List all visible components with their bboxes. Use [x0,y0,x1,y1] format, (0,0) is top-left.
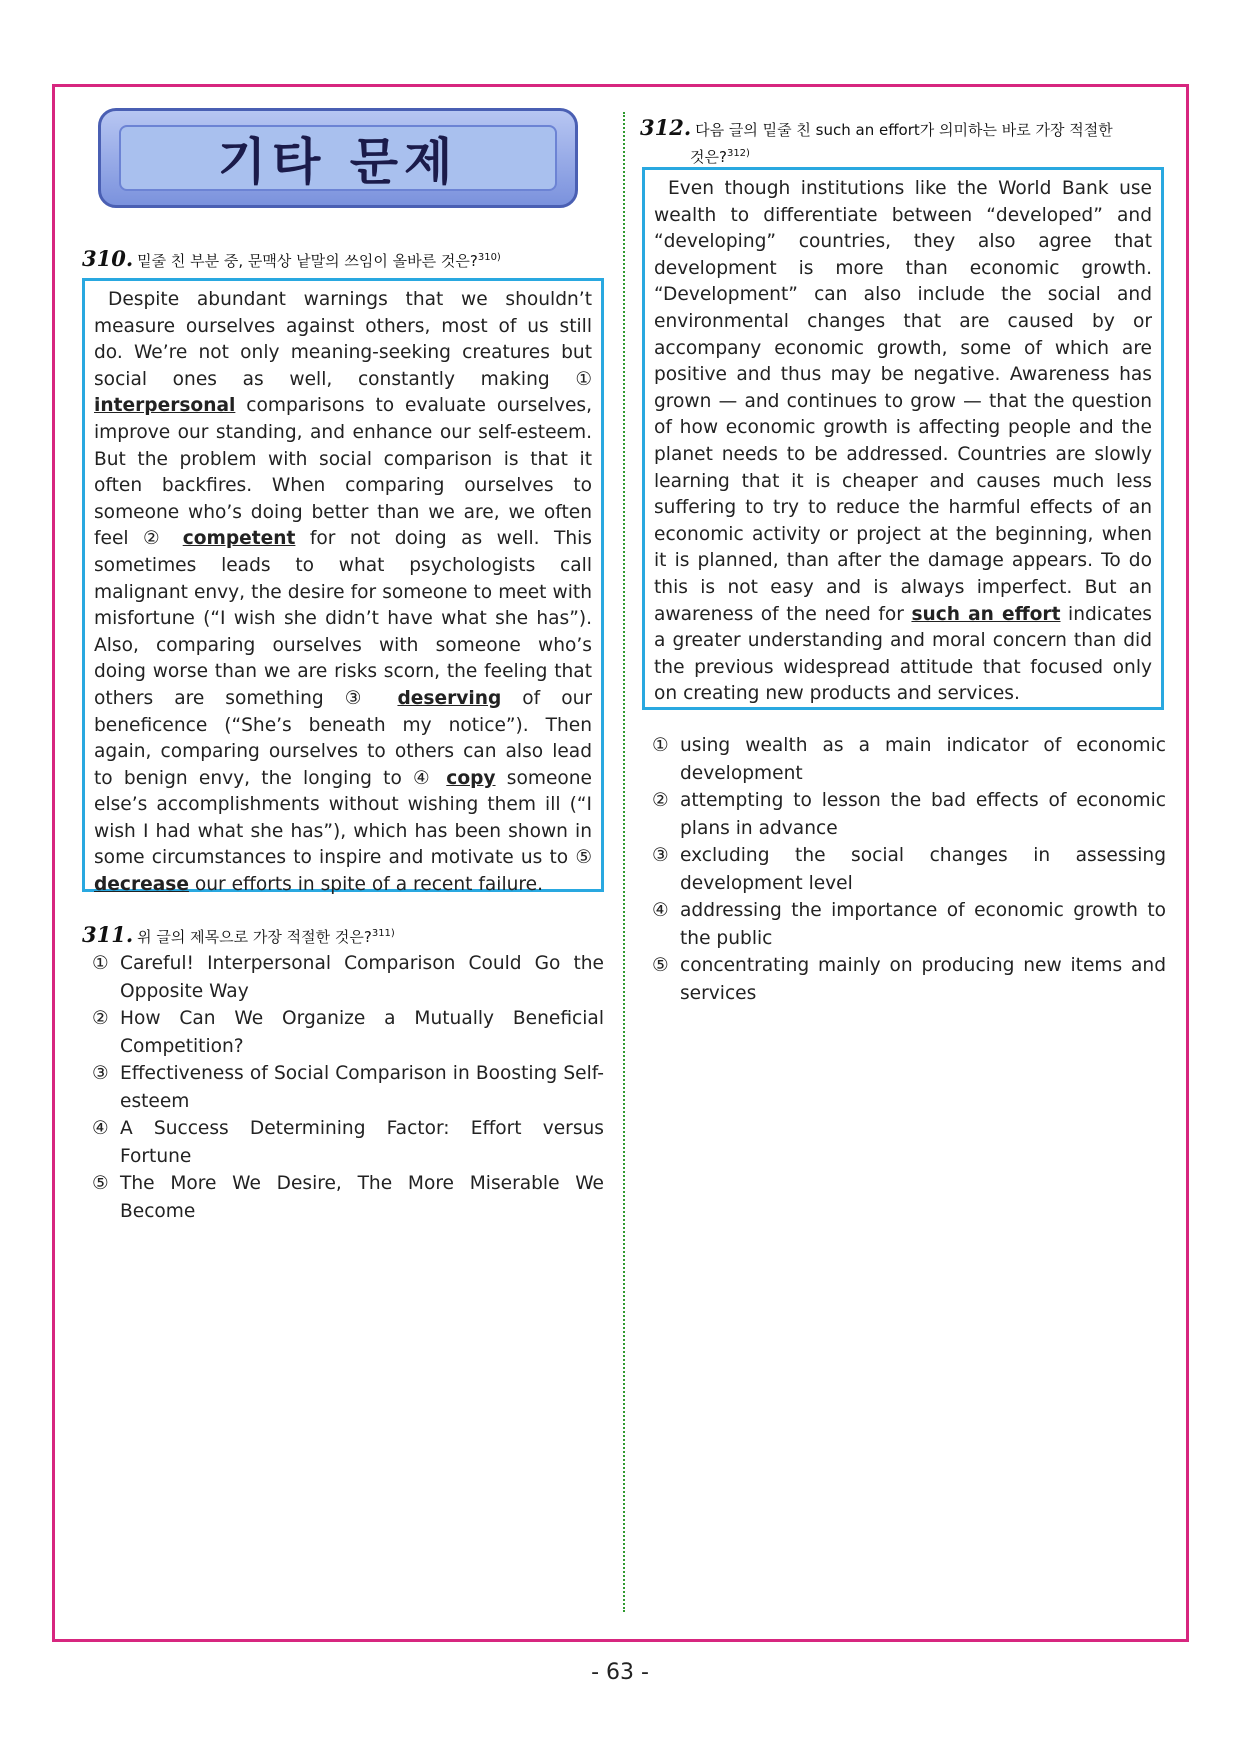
choice-text: addressing the importance of economic growth to the public [680,900,1166,949]
choice-text: using wealth as a main indicator of economic development [680,735,1166,784]
passage-312-segment: indicates a greater understanding and moral concern than did the previous widespread attitude that focused only on creating new products and services. [654,603,1152,705]
passage-310-segment: Despite abundant warnings that we shouldn’t measure ourselves against others, most of us still do. We’re not only meaning-seeking creatures but social ones as well, constantly making ① [94,289,592,390]
passage-310-text [94,287,592,899]
choice-text: The More We Desire, The More Miserable We Become [120,1173,604,1222]
choice-312-1[interactable] [652,732,1166,787]
choice-311-5[interactable] [92,1170,604,1225]
column-divider [623,112,625,1612]
page-number: - 63 - [591,1660,649,1685]
choice-text: How Can We Organize a Mutually Beneficial Competition? [120,1008,604,1057]
question-312-note: 312) [726,148,750,159]
underlined-word-1: interpersonal [94,395,236,417]
choice-mark: ③ [652,845,669,866]
question-312-header [640,116,1113,169]
choice-mark: ① [92,953,109,974]
choice-312-5[interactable] [652,952,1166,1007]
question-312-number: 312. [640,115,692,140]
choice-mark: ③ [92,1063,109,1084]
choice-mark: ⑤ [92,1173,109,1194]
passage-310-segment: of our beneficence (“She’s beneath my notice”). Then again, comparing ourselves to others can also lead to benign envy, the longing to ④ [94,687,592,789]
underlined-phrase: such an effort [911,603,1061,625]
choice-312-3[interactable] [652,842,1166,897]
underlined-word-3: deserving [397,687,502,709]
question-311-number: 311. [82,922,134,947]
question-311-note: 311) [371,928,395,939]
choice-text: Careful! Interpersonal Comparison Could Go the Opposite Way [120,953,604,1002]
passage-312-segment: Even though institutions like the World Bank use wealth to differentiate between “developed” and “developing” countries, they also agree that development is more than economic growth. “Development” can also include the social and environmental changes that are caused by or accompany economic growth, some of which are positive and thus may be negative. Awareness has grown — and continues to grow — that the question of how economic growth is affecting people and the planet needs to be addressed. Countries are slowly learning that it is cheaper and causes much less suffering to try to reduce the harmful effects of an economic activity or project at the beginning, when it is planned, than after the damage appears. To do this is not easy and is always imperfect. But an awareness of the need for [654,178,1152,625]
question-311-prompt: 위 글의 제목으로 가장 적절한 것은? [137,928,372,946]
choice-312-2[interactable] [652,787,1166,842]
section-title-box [98,108,578,208]
passage-312-text [654,176,1152,708]
question-310-prompt: 밑줄 친 부분 중, 문맥상 낱말의 쓰임이 올바른 것은? [137,252,478,270]
choice-311-3[interactable] [92,1060,604,1115]
passage-310-segment: our efforts in spite of a recent failure. [188,874,543,896]
question-312-passage [642,167,1164,710]
choice-311-2[interactable] [92,1005,604,1060]
choice-text: excluding the social changes in assessing development level [680,845,1166,894]
choice-311-1[interactable] [92,950,604,1005]
question-310-passage [82,278,604,896]
choice-mark: ⑤ [652,955,669,976]
choice-mark: ② [652,790,669,811]
question-310-number: 310. [82,246,134,271]
question-310-note: 310) [477,252,501,263]
choice-mark: ④ [92,1118,109,1139]
section-title-inner [119,125,557,191]
choice-text: Effectiveness of Social Comparison in Boosting Self-esteem [120,1063,604,1112]
choice-mark: ④ [652,900,669,921]
choice-text: attempting to lesson the bad effects of economic plans in advance [680,790,1166,839]
passage-310-segment: someone else’s accomplishments without wishing them ill (“I wish I had what she has”), which has been shown in some circumstances to inspire and motivate us to ⑤ [94,767,592,869]
question-311-header [82,922,395,947]
question-312-prompt-line1: 다음 글의 밑줄 친 such an effort가 의미하는 바로 가장 적절한 [695,121,1113,139]
choice-312-4[interactable] [652,897,1166,952]
choice-text: concentrating mainly on producing new items and services [680,955,1166,1004]
question-312-prompt-line2: 것은? [690,148,727,166]
passage-310-segment: comparisons to evaluate ourselves, improve our standing, and enhance our self-esteem. But the problem with social comparison is that it often backfires. When comparing ourselves to someone who’s doing better than we are, we often feel ② [94,395,592,550]
question-311-choices [92,950,604,1225]
question-312-choices [652,732,1166,1007]
choice-mark: ② [92,1008,109,1029]
underlined-word-5: decrease [94,874,189,896]
underlined-word-2: competent [182,528,296,550]
choice-311-4[interactable] [92,1115,604,1170]
choice-text: A Success Determining Factor: Effort versus Fortune [120,1118,604,1167]
underlined-word-4: copy [446,767,496,789]
passage-310-segment: for not doing as well. This sometimes leads to what psychologists call malignant envy, the desire for someone to meet with misfortune (“I wish she didn’t have what she has”). Also, comparing ourselves with someone who’s doing worse than we are risks scorn, the feeling that others are something ③ [94,528,592,709]
question-310-header [82,246,501,271]
choice-mark: ① [652,735,669,756]
section-title: 기타 문제 [217,133,459,191]
